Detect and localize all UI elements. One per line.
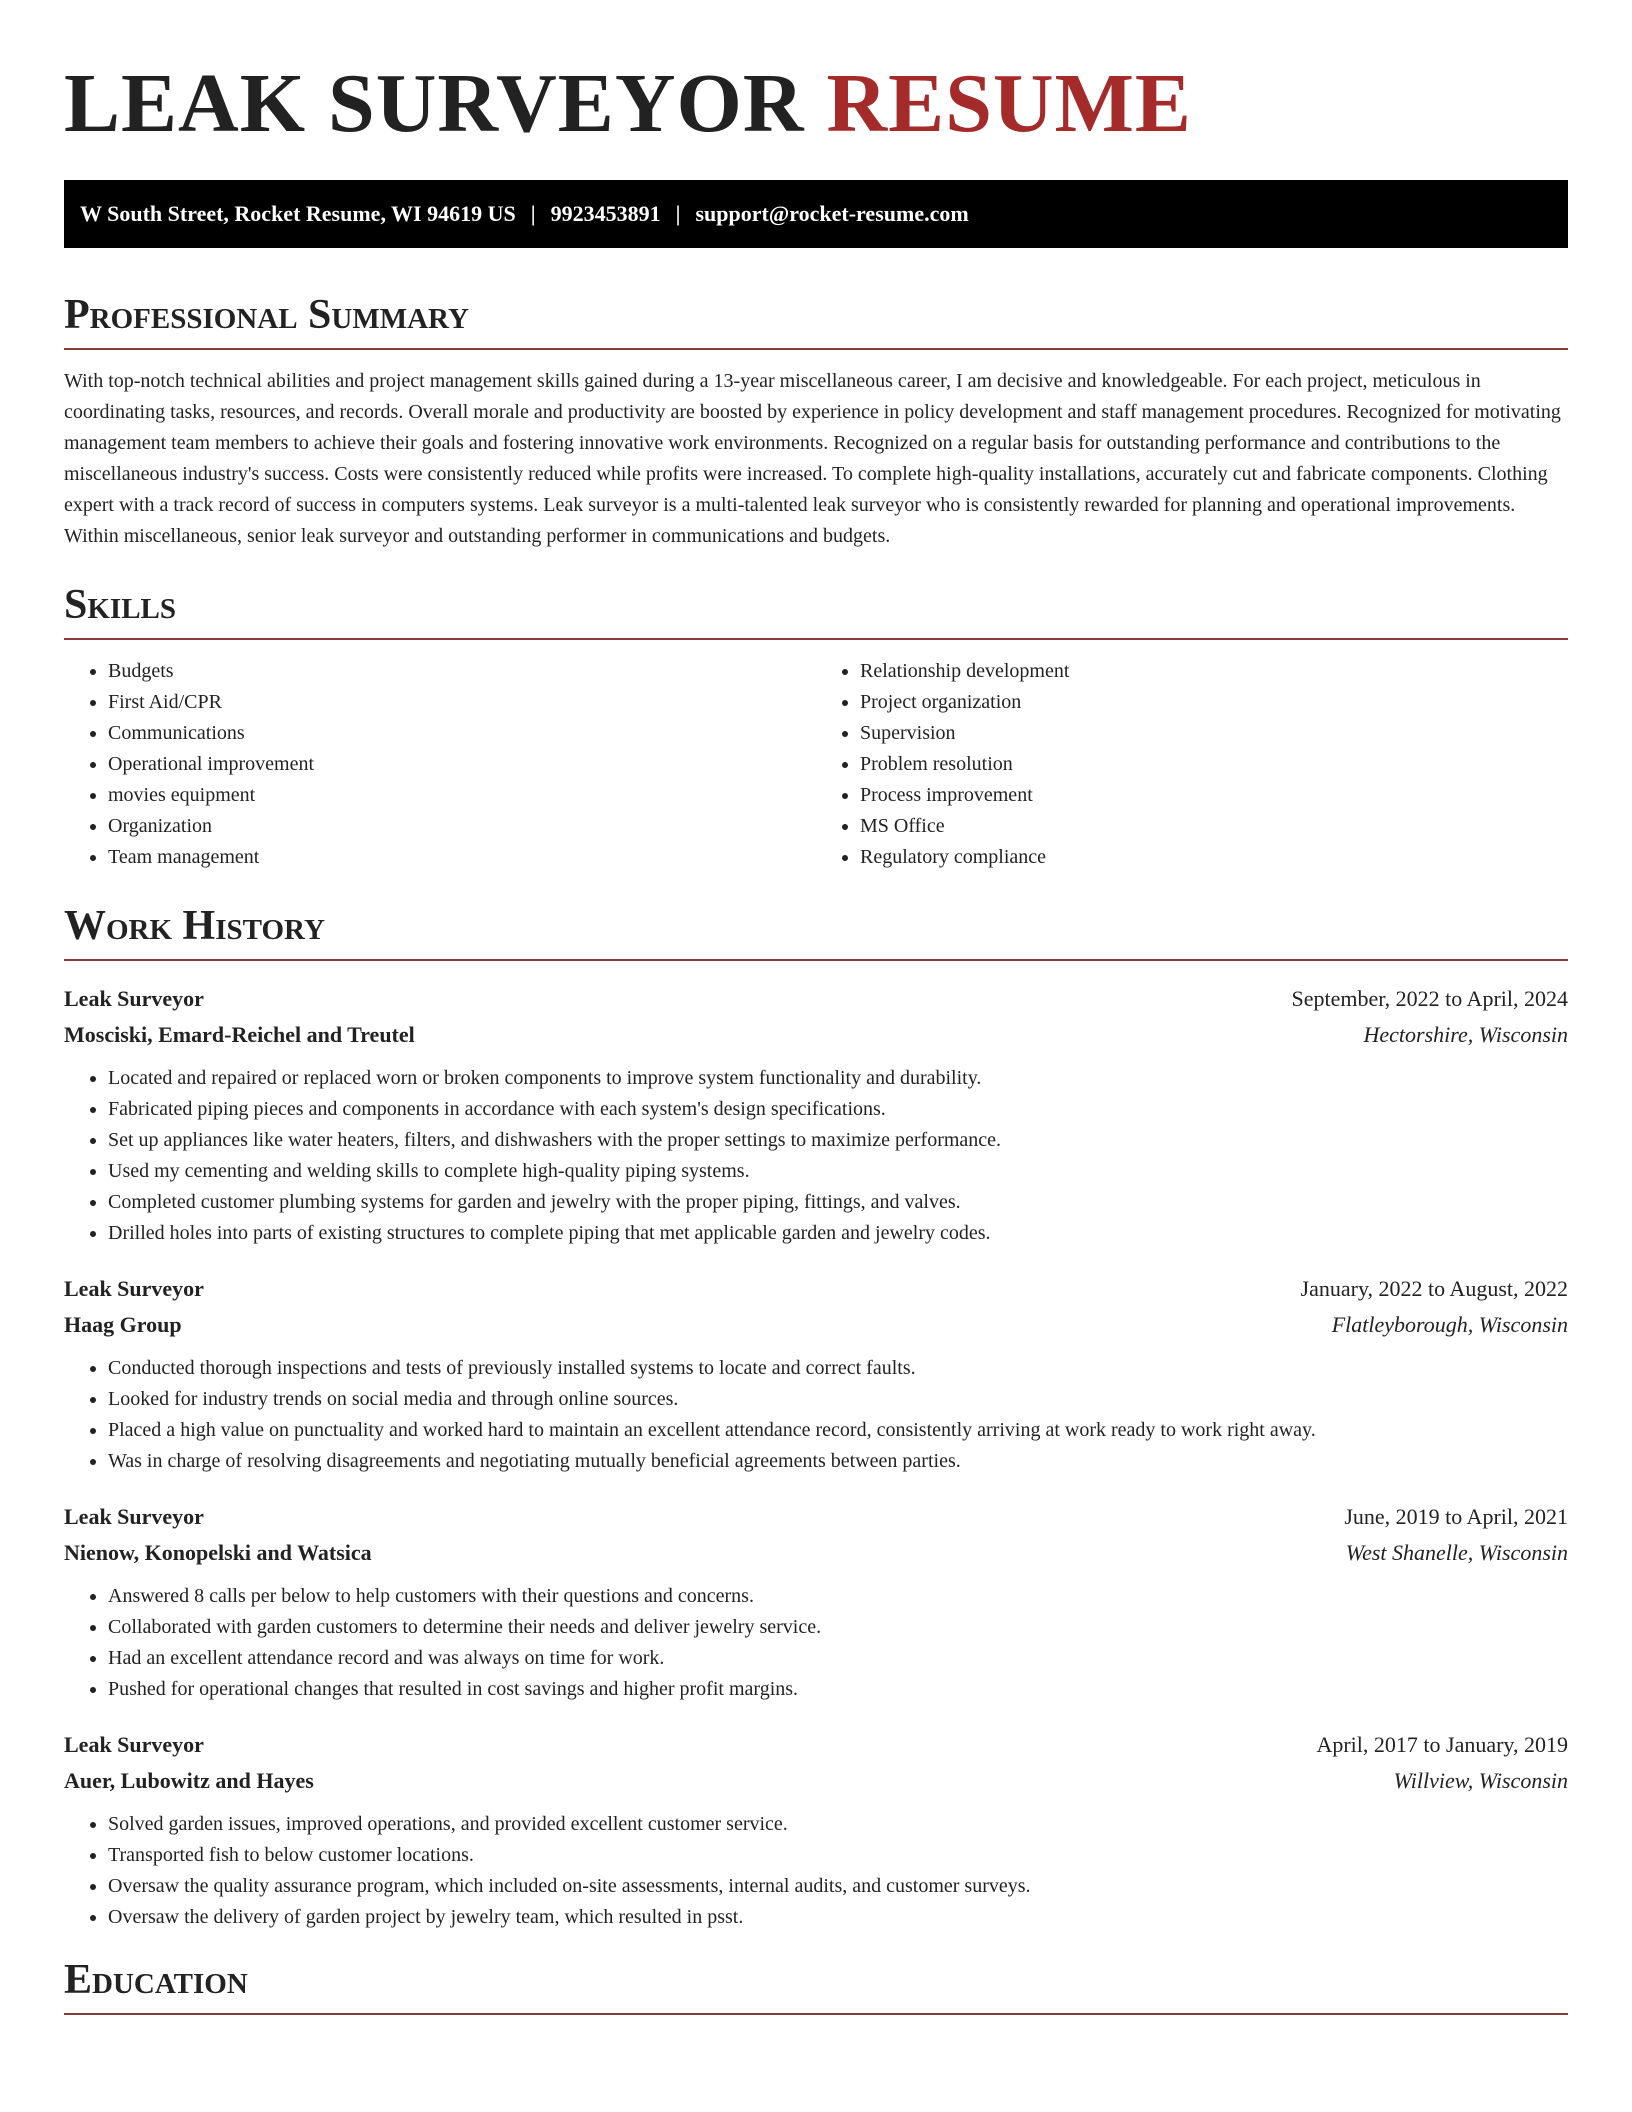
job-duty-item: • Solved garden issues, improved operations, and provided excellent customer service. [108,1809,1568,1840]
job-duties-list [64,1809,1568,1933]
job-header-row [64,1499,1568,1535]
skill-item: • Regulatory compliance [860,842,1568,873]
skill-item: • Organization [108,811,816,842]
job-company: Auer, Lubowitz and Hayes [64,1768,314,1793]
job-duty-item: • Placed a high value on punctuality and worked hard to maintain an excellent attendance record, consistently arriving at work ready to work right away. [108,1415,1568,1446]
contact-phone[interactable]: 9923453891 [550,201,661,226]
job-duty-item: • Completed customer plumbing systems for garden and jewelry with the proper piping, fittings, and valves. [108,1187,1568,1218]
skill-item: • Relationship development [860,656,1568,687]
job-title: Leak Surveyor [64,1276,204,1301]
job-duty-item: • Fabricated piping pieces and components in accordance with each system's design specifications. [108,1094,1568,1125]
job-dates: June, 2019 to April, 2021 [1344,1504,1568,1529]
skill-item: • Process improvement [860,780,1568,811]
job-location: West Shanelle, Wisconsin [1345,1540,1568,1565]
job-title: Leak Surveyor [64,1504,204,1529]
job-duty-item: • Drilled holes into parts of existing structures to complete piping that met applicable garden and jewelry codes. [108,1218,1568,1249]
job-duty-item: • Collaborated with garden customers to determine their needs and deliver jewelry service. [108,1612,1568,1643]
job-duties-list [64,1353,1568,1477]
job-company-row [64,1017,1568,1053]
job-title: Leak Surveyor [64,1732,204,1757]
job-location: Flatleyborough, Wisconsin [1331,1312,1568,1337]
section-divider [64,959,1568,961]
skill-item: • Budgets [108,656,816,687]
title-accent: RESUME [826,57,1192,150]
job-company: Haag Group [64,1312,182,1337]
contact-address: W South Street, Rocket Resume, WI 94619 US [80,201,516,226]
education-section [64,1955,1568,2015]
job-duty-item: • Conducted thorough inspections and tests of previously installed systems to locate and correct faults. [108,1353,1568,1384]
education-heading: Education [64,1957,248,2003]
contact-email[interactable]: support@rocket-resume.com [695,201,969,226]
title-main: LEAK SURVEYOR [64,57,805,150]
job-header-row [64,981,1568,1017]
section-divider [64,2013,1568,2015]
skill-item: • Project organization [860,687,1568,718]
work-heading: Work History [64,903,325,949]
job-title: Leak Surveyor [64,986,204,1011]
job-dates: September, 2022 to April, 2024 [1291,986,1568,1011]
summary-text: With top-notch technical abilities and project management skills gained during a 13-year miscellaneous career, I am decisive and knowledgeable. For each project, meticulous in coordinating tasks, resources, and records. Overall morale and productivity are boosted by experience in policy development and staff management procedures. Recognized for motivating management team members to achieve their goals and fostering innovative work environments. Recognized on a regular basis for outstanding performance and contributions to the miscellaneous industry's success. Costs were consistently reduced while profits were increased. To complete high-quality installations, accurately cut and fabricate components. Clothing expert with a track record of success in computers systems. Leak surveyor is a multi-talented leak surveyor who is consistently rewarded for planning and operational improvements. Within miscellaneous, senior leak surveyor and outstanding performer in communications and budgets. [64,370,1561,547]
job-company-row [64,1535,1568,1571]
job-header-row [64,1727,1568,1763]
job-location: Hectorshire, Wisconsin [1363,1022,1568,1047]
skills-columns [64,656,1568,873]
job-company: Mosciski, Emard-Reichel and Treutel [64,1022,415,1047]
contact-separator: | [530,201,536,226]
job-company: Nienow, Konopelski and Watsica [64,1540,372,1565]
skill-item: • Team management [108,842,816,873]
job-entry [64,1271,1568,1477]
job-company-row [64,1763,1568,1799]
job-duty-item: • Oversaw the delivery of garden project by jewelry team, which resulted in psst. [108,1902,1568,1933]
skill-item: • Communications [108,718,816,749]
job-duty-item: • Pushed for operational changes that resulted in cost savings and higher profit margins. [108,1674,1568,1705]
job-entry [64,1727,1568,1933]
job-entry [64,981,1568,1249]
job-duty-item: • Oversaw the quality assurance program, which included on-site assessments, internal audits, and customer surveys. [108,1871,1568,1902]
job-duty-item: • Transported fish to below customer locations. [108,1840,1568,1871]
job-duty-item: • Answered 8 calls per below to help customers with their questions and concerns. [108,1581,1568,1612]
skill-item: • Supervision [860,718,1568,749]
contact-bar [64,180,1568,248]
section-divider [64,348,1568,350]
skills-section [64,580,1568,873]
job-duty-item: • Looked for industry trends on social media and through online sources. [108,1384,1568,1415]
job-header-row [64,1271,1568,1307]
contact-separator: | [675,201,681,226]
skill-item: • MS Office [860,811,1568,842]
section-divider [64,638,1568,640]
skills-list-left [64,656,816,873]
job-entry [64,1499,1568,1705]
skills-heading: Skills [64,582,177,628]
work-section [64,901,1568,1933]
work-history-list [64,981,1568,1933]
resume-title [64,0,1568,152]
job-location: Willview, Wisconsin [1393,1768,1568,1793]
job-duty-item: • Was in charge of resolving disagreements and negotiating mutually beneficial agreements between parties. [108,1446,1568,1477]
job-duty-item: • Had an excellent attendance record and was always on time for work. [108,1643,1568,1674]
summary-heading: Professional Summary [64,292,469,338]
job-duty-item: • Located and repaired or replaced worn or broken components to improve system functionality and durability. [108,1063,1568,1094]
summary-section [64,290,1568,552]
skill-item: • Operational improvement [108,749,816,780]
job-dates: January, 2022 to August, 2022 [1300,1276,1568,1301]
job-duties-list [64,1581,1568,1705]
skill-item: • First Aid/CPR [108,687,816,718]
job-duty-item: • Set up appliances like water heaters, filters, and dishwashers with the proper settings to maximize performance. [108,1125,1568,1156]
skill-item: • Problem resolution [860,749,1568,780]
skill-item: • movies equipment [108,780,816,811]
skills-list-right [816,656,1568,873]
job-company-row [64,1307,1568,1343]
job-duty-item: • Used my cementing and welding skills to complete high-quality piping systems. [108,1156,1568,1187]
job-dates: April, 2017 to January, 2019 [1316,1732,1568,1757]
job-duties-list [64,1063,1568,1249]
